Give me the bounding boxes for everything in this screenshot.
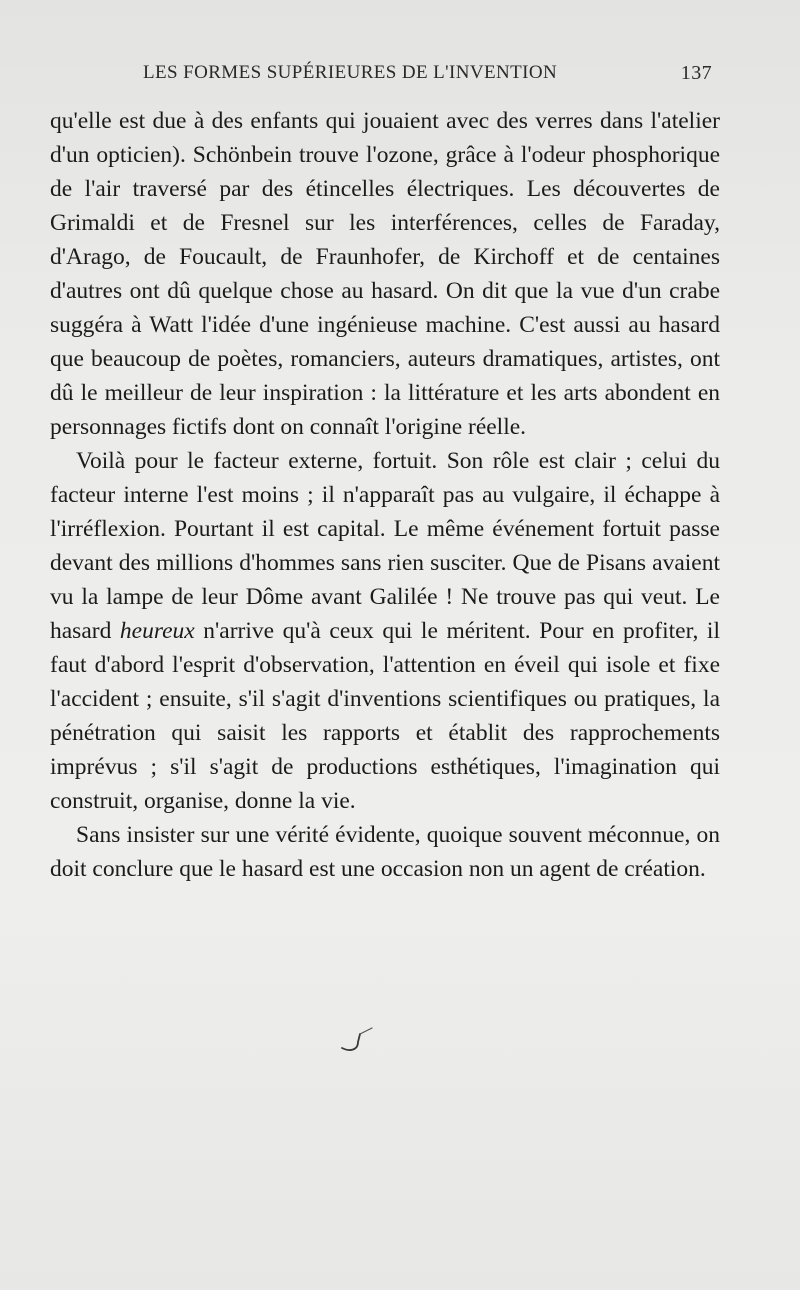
- running-title: LES FORMES SUPÉRIEURES DE L'INVENTION: [143, 62, 558, 83]
- page-number: 137: [680, 62, 712, 84]
- pen-mark-icon: [336, 1026, 376, 1056]
- paragraph-continuation: [50, 104, 720, 444]
- emphasized-word: heureux: [119, 618, 195, 644]
- paragraph-facteur: [50, 444, 720, 818]
- paragraph-text: Sans insister sur une vérité évidente, quoique souvent méconnue, on doit conclure que le hasard est une occasion non un agent de création.: [50, 822, 720, 882]
- paragraph-conclusion: [50, 818, 720, 886]
- paragraph-text: qu'elle est due à des enfants qui jouaient avec des verres dans l'atelier d'un opticien). Schönbein trouve l'ozone, grâce à l'odeur phosphorique de l'air traversé par des étincelles électriques. Les découvertes de Grimaldi et de Fresnel sur les interférences, celles de Faraday, d'Arago, de Foucault, de Fraunhofer, de Kirchoff et de centaines d'autres ont dû quelque chose au hasard. On dit que la vue d'un crabe suggéra à Watt l'idée d'une ingénieuse machine. C'est aussi au hasard que beaucoup de poètes, romanciers, auteurs dramatiques, artistes, ont dû le meilleur de leur inspiration : la littérature et les arts abondent en personnages fictifs dont on connaît l'origine réelle.: [50, 108, 720, 440]
- paragraph-text: Voilà pour le facteur externe, fortuit. Son rôle est clair ; celui du facteur interne l'est moins ; il n'apparaît pas au vulgaire, il échappe à l'irréflexion. Pourtant il est capital. Le même événement fortuit passe devant des millions d'hommes sans rien susciter. Que de Pisans avaient vu la lampe de leur Dôme avant Galilée ! Ne trouve pas qui veut. Le hasard: [50, 448, 720, 644]
- running-head: [50, 62, 712, 92]
- text-body: [50, 104, 720, 886]
- paragraph-text: n'arrive qu'à ceux qui le méritent. Pour en profiter, il faut d'abord l'esprit d'observation, l'attention en éveil qui isole et fixe l'accident ; ensuite, s'il s'agit d'inventions scientifiques ou pratiques, la pénétration qui saisit les rapports et établit des rapprochements imprévus ; s'il s'agit de productions esthétiques, l'imagination qui construit, organise, donne la vie.: [50, 618, 720, 814]
